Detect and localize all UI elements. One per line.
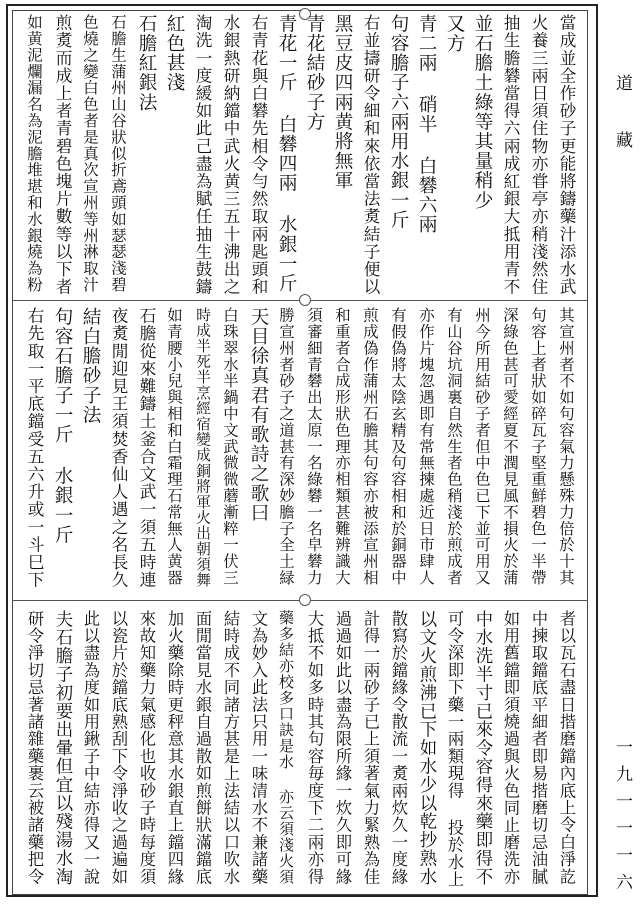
text-column: 大抵不如多時其句容毎度下二兩亦得 — [305, 610, 324, 886]
text-column: 須審細青礬出太原一名綠礬一名皁礬力 — [305, 307, 323, 586]
text-column: 石膽從來難鑄土釜合文武一須五時連 — [137, 307, 156, 589]
text-column: 計得一兩砂子已上須著氣力緊熟為佳 — [361, 610, 380, 886]
text-column: 右青花與白礬先相令勻然取兩匙頭和 — [249, 14, 268, 296]
text-column: 句容上者狀如碎瓦子堅重鮮碧色一半帶 — [529, 307, 547, 586]
text-panel-bottom — [20, 610, 580, 890]
text-column: 其宣州者不如句容氣力懸殊力倍於十其 — [557, 307, 575, 586]
text-column: 夜煑閒迎見王須焚香仙人遇之名長久 — [109, 307, 128, 589]
text-column: 當成並全作砂子更能將鑄藥汁添水武 — [557, 14, 576, 296]
text-column: 來故知藥力氣感化也收砂子時每度須 — [137, 610, 156, 886]
text-column: 並石膽土綠等其量稍少 — [472, 14, 493, 210]
text-column: 中揀取鐺底平細者即易揩磨切忌油膩 — [529, 610, 548, 886]
text-column: 有假偽將太陰玄精及句容相和於銅器中 — [389, 307, 407, 586]
text-column: 過過如此以盡為限所緣一炊久即可緣 — [333, 610, 352, 886]
text-column: 青花結砂子方 — [304, 14, 325, 132]
text-column: 和重者合成形狀色理亦相類甚難辨識大 — [333, 307, 351, 586]
text-column: 煎煑而成上者青碧色塊片數等以下者 — [53, 14, 72, 296]
text-column: 結時成不同諸方甚是上法結以口吹水 — [221, 610, 240, 886]
text-column: 黑豆皮四兩黄將無軍 — [332, 14, 353, 191]
text-column: 面閒當見水銀自過散如煎餅狀滿鐺底 — [193, 610, 212, 886]
text-column: 藥多結亦校多口訣是水 亦云須淺火須 — [277, 610, 295, 885]
text-column: 如青腰小兒與相和白霜理石常無人黄器 — [165, 307, 183, 586]
text-column: 青花一斤 白礬四兩 水銀一斤 — [276, 14, 297, 294]
text-column: 文為妙入此法只用一味清水不兼諸藥 — [249, 610, 268, 886]
page-number: 一九一一一六 — [612, 738, 632, 900]
text-column: 句容石膽子一斤 水銀一斤 — [52, 307, 73, 545]
text-column: 色燒之變白色者是真次宣州等州淋取汁 — [81, 14, 99, 293]
text-column: 深綠色甚可愛經夏不潤見風不損火於蒲 — [501, 307, 519, 586]
text-column: 亦作片塊忽遇即有常無揀處近日市肆人 — [417, 307, 435, 586]
text-column: 州今所用結砂子者但中色已下並可用又 — [473, 307, 491, 586]
text-column: 青二兩 硝半 白礬六兩 — [416, 14, 437, 235]
text-column: 火養三兩日須住物亦甞亭亦稍淺然住 — [529, 14, 548, 296]
text-panel-middle — [20, 307, 580, 589]
text-column: 如用舊鐺即須燒過與火色同止磨洗亦 — [501, 610, 520, 886]
text-column: 天目徐真君有歌詩之歌曰 — [248, 307, 269, 523]
text-column: 有山谷坑洞裏自然生者色稍淺於煎成者 — [445, 307, 463, 586]
text-column: 淘洗一度緩如此己盡為賦任抽生鼓鑄 — [193, 14, 212, 296]
text-column: 散寫於鐺緣令散流一煑兩炊久一度緣 — [389, 610, 408, 886]
text-column: 如黄泥爛漏名為泥膽堆堪和水銀燒為粉 — [25, 14, 43, 293]
text-column: 研令淨切忌著諸雜藥裹云被諸藥把令 — [25, 610, 44, 886]
text-column: 以文火煎沸已下如水少以乾抄熟水 — [416, 610, 436, 886]
text-column: 石膽紅銀法 — [136, 14, 157, 112]
text-column: 白珠翠水半鍋中文武微微蘑漸粹一伏三 — [221, 307, 239, 586]
margin-title: 道 藏 — [612, 74, 632, 158]
text-panel-top — [20, 14, 580, 296]
text-column: 時成半死半烹經宿變成銅將軍火出朝須舞 — [194, 307, 211, 588]
text-column: 句容膽子六兩用水銀一斤 — [388, 14, 409, 230]
text-column: 加火藥除時更秤意其水銀直上鐺四緣 — [165, 610, 184, 886]
text-column: 紅色甚淺 — [164, 14, 185, 93]
text-column: 中水洗半寸已來令容得來藥即得不 — [472, 610, 492, 886]
text-column: 煎成偽作蒲州石膽其句容亦被添宣州相 — [361, 307, 379, 586]
text-column: 夫石膽子初要出暈但宜以殘湯水淘 — [52, 610, 72, 886]
text-column: 以瓷片於鐺底熟刮下令淨收之過遍如 — [109, 610, 128, 886]
binding-hole-icon — [299, 594, 311, 606]
text-column: 石膽生蒲州山谷狀似折鳶頭如瑟瑟淺碧 — [109, 14, 127, 293]
text-column: 又方 — [444, 14, 465, 54]
text-column: 右並擣研令細和來依當法煑結子便以 — [361, 14, 380, 296]
text-column: 抽生膽礬當得六兩成紅銀大抵用青不 — [501, 14, 520, 296]
text-column: 結白膽砂子法 — [80, 307, 101, 425]
text-column: 右先取一平底鐺受五六升或一斗巳下 — [25, 307, 44, 589]
text-column: 此以盡為度如用鍬子中結亦得又一說 — [81, 610, 100, 886]
text-column: 水銀熱研納鐺中武火黄三五十沸出之 — [221, 14, 240, 296]
text-column: 勝宣州者砂子之道甚有深妙膽子全土緑 — [277, 307, 295, 586]
text-column: 者以瓦石盡日揩磨鐺內底上令白淨訖 — [557, 610, 576, 886]
text-column: 可令深即下藥一兩類現得 投於水上 — [445, 610, 464, 888]
